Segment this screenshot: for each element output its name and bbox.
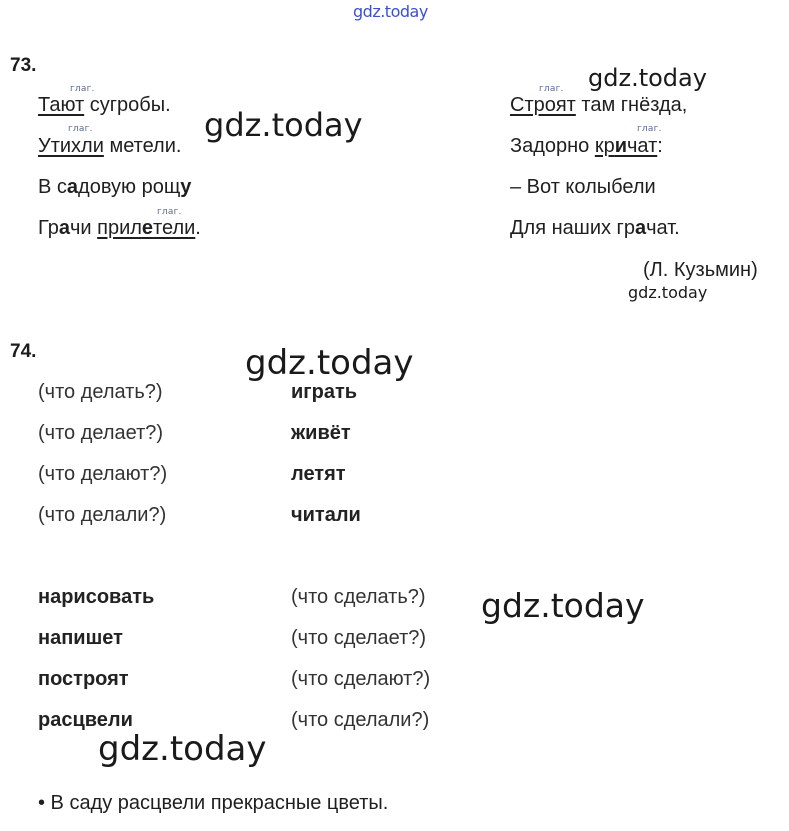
watermark-2: gdz.today [204, 106, 363, 144]
answer-4: читали [291, 504, 361, 526]
verb-question-4: (что сделали?) [291, 709, 430, 731]
question-3: (что делают?) [38, 463, 168, 485]
answer-2: живёт [291, 422, 351, 444]
poem-right-line-4: Для наших грачат. [510, 217, 680, 239]
watermark-3: gdz.today [628, 283, 708, 302]
poem-author: (Л. Кузьмин) [643, 259, 758, 281]
verb-tag: глаг. [70, 84, 95, 94]
exercise-number-73: 73. [10, 55, 37, 76]
verb-question-2: (что сделает?) [291, 627, 427, 649]
poem-left-line-3: В садовую рощу [38, 176, 192, 198]
poem-left-line-2: Утихли метели. [38, 135, 182, 157]
watermark-1: gdz.today [588, 64, 707, 92]
exercise-number-74: 74. [10, 341, 37, 362]
verb-4: расцвели [38, 709, 133, 731]
verb-3: построят [38, 668, 129, 690]
poem-left-line-4: Грачи прилетели. [38, 217, 201, 239]
question-1: (что делать?) [38, 381, 163, 403]
poem-right-line-3: – Вот колыбели [510, 176, 656, 198]
verb-1: нарисовать [38, 586, 155, 608]
watermark-5: gdz.today [481, 586, 645, 625]
question-2: (что делает?) [38, 422, 164, 444]
verb-question-3: (что сделают?) [291, 668, 431, 690]
watermark-6: gdz.today [98, 729, 267, 769]
poem-right-line-2: Задорно кричат: [510, 135, 663, 157]
verb-tag: глаг. [539, 84, 564, 94]
poem-right-line-1: Строят там гнёзда, [510, 94, 688, 116]
example-sentence: • В саду расцвели прекрасные цветы. [38, 792, 389, 814]
question-4: (что делали?) [38, 504, 167, 526]
verb-2: напишет [38, 627, 123, 649]
verb-tag: глаг. [68, 124, 93, 134]
verb-tag: глаг. [157, 207, 182, 217]
poem-left-line-1: Тают сугробы. [38, 94, 171, 116]
watermark-top: gdz.today [353, 2, 428, 21]
answer-3: летят [291, 463, 346, 485]
verb-tag: глаг. [637, 124, 662, 134]
verb-question-1: (что сделать?) [291, 586, 426, 608]
watermark-4: gdz.today [245, 343, 414, 383]
answer-1: играть [291, 381, 358, 403]
